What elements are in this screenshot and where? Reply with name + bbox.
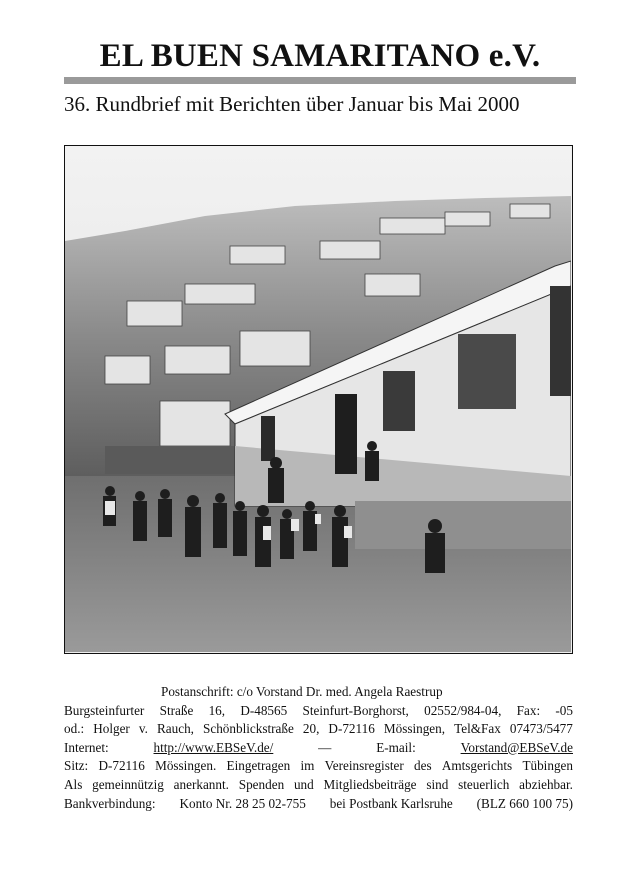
charity-line: Als gemeinnützig anerkannt. Spenden und Mitgliedsbeiträge sind steuerlich abziehbar.	[64, 776, 573, 792]
newsletter-title: EL BUEN SAMARITANO e.V.	[99, 38, 541, 74]
website-link[interactable]: http://www.EBSeV.de/	[153, 739, 274, 755]
separator-dash: —	[318, 739, 332, 755]
newsletter-subtitle: 36. Rundbrief mit Berichten über Januar bis Mai 2000	[64, 92, 520, 116]
email-link[interactable]: Vorstand@EBSeV.de	[460, 739, 573, 755]
bank-name: bei Postbank Karlsruhe	[329, 795, 453, 811]
internet-label: Internet:	[64, 739, 109, 755]
internet-line	[64, 739, 573, 758]
email-label: E-mail:	[376, 739, 416, 755]
bank-blz: (BLZ 660 100 75)	[476, 795, 573, 811]
address-line-1: Burgsteinfurter Straße 16, D-48565 Steinfurt-Borghorst, 02552/984-04, Fax: -05	[64, 702, 573, 718]
title-underline	[64, 77, 576, 84]
postal-address: Postanschrift: c/o Vorstand Dr. med. Angela Raestrup	[161, 684, 443, 699]
address-line-2: od.: Holger v. Rauch, Schönblickstraße 20, D-72116 Mössingen, Tel&Fax 07473/5477	[64, 721, 573, 737]
cover-photo	[64, 145, 573, 654]
registration-line: Sitz: D-72116 Mössingen. Eingetragen im Vereinsregister des Amtsgerichts Tübingen	[64, 758, 573, 774]
bank-account: Konto Nr. 28 25 02-755	[179, 795, 306, 811]
footer-contact-block	[64, 683, 573, 813]
bank-line	[64, 795, 573, 814]
bank-label: Bankverbindung:	[64, 795, 156, 811]
children-in-front-of-building-icon	[65, 146, 571, 652]
